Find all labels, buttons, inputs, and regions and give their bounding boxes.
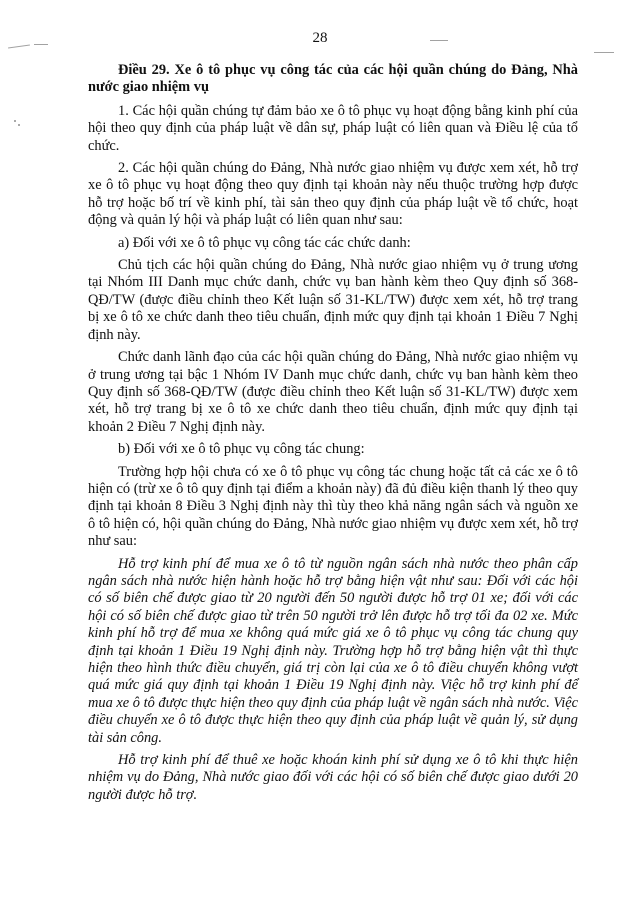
- scan-mark: [14, 120, 16, 122]
- scan-mark: [594, 52, 614, 53]
- support-purchase-paragraph: Hỗ trợ kinh phí để mua xe ô tô từ nguồn ngân sách nhà nước theo phân cấp ngân sách nhà nước hiện hành hoặc hỗ trợ bằng hiện vật như sau: Đối với các hội có số biên chế được giao từ 20 người đến 50 người được hỗ trợ 01 xe; đối với các hội có số biên chế được giao từ trên 50 người trở lên được hỗ trợ tối đa 02 xe. Mức kinh phí hỗ trợ để mua xe không quá mức giá xe ô tô phục vụ công tác chung quy định tại khoản 1 Điều 19 Nghị định này. Trường hợp hỗ trợ bằng hiện vật thì thực hiện theo hình thức điều chuyển, giá trị còn lại của xe ô tô điều chuyển không vượt quá mức giá quy định tại khoản 1 Điều 19 Nghị định này. Việc hỗ trợ kinh phí để mua xe ô tô được thực hiện theo quy định của pháp luật về ngân sách nhà nước. Việc điều chuyển xe ô tô được thực hiện theo quy định của pháp luật về quản lý, sử dụng tài sản công.: [88, 555, 578, 746]
- point-a: a) Đối với xe ô tô phục vụ công tác các chức danh:: [118, 234, 411, 251]
- page-number: 28: [312, 30, 328, 46]
- point-b: b) Đối với xe ô tô phục vụ công tác chung:: [118, 441, 365, 458]
- point-a-leadership: Chức danh lãnh đạo của các hội quần chúng do Đảng, Nhà nước giao nhiệm vụ ở trung ương tại bậc 1 Nhóm IV Danh mục chức danh, chức vụ ban hành kèm theo Quy định số 368-QĐ/TW (được điều chỉnh theo Kết luận số 31-KL/TW) được xem xét, hỗ trợ trang bị xe ô tô xe chức danh theo tiêu chuẩn, định mức quy định tại khoản 2 Điều 7 Nghị định này.: [88, 349, 578, 435]
- article-heading: Điều 29. Xe ô tô phục vụ công tác của các hội quần chúng do Đảng, Nhà nước giao nhiệm vụ: [88, 62, 578, 96]
- point-b-condition: Trường hợp hội chưa có xe ô tô phục vụ công tác chung hoặc tất cả các xe ô tô hiện có (trừ xe ô tô quy định tại điểm a khoản này) đã đủ điều kiện thanh lý theo quy định tại khoản 8 Điều 3 Nghị định này thì tùy theo khả năng ngân sách và nguồn xe ô tô hiện có, hội quần chúng do Đảng, Nhà nước giao nhiệm vụ được xem xét, hỗ trợ như sau:: [88, 463, 578, 550]
- clause-2: 2. Các hội quần chúng do Đảng, Nhà nước giao nhiệm vụ được xem xét, hỗ trợ xe ô tô phục vụ hoạt động theo quy định tại khoản này nếu thuộc trường hợp được hỗ trợ hoặc bố trí về kinh phí, tài sản theo quy định của pháp luật về tổ chức, hoạt động và quản lý hội và pháp luật có liên quan như sau:: [88, 160, 578, 229]
- point-a-chairman: Chủ tịch các hội quần chúng do Đảng, Nhà nước giao nhiệm vụ ở trung ương tại Nhóm III Danh mục chức danh, chức vụ ban hành kèm theo Quy định số 368-QĐ/TW (được điều chỉnh theo Kết luận số 31-KL/TW) được xem xét, hỗ trợ trang bị xe ô tô xe chức danh theo tiêu chuẩn, định mức quy định tại khoản 1 Điều 7 Nghị định này.: [88, 257, 578, 343]
- support-rental-paragraph: Hỗ trợ kinh phí để thuê xe hoặc khoán kinh phí sử dụng xe ô tô khi thực hiện nhiệm vụ do Đảng, Nhà nước giao đối với các hội có số biên chế được giao dưới 20 người được hỗ trợ.: [88, 752, 578, 803]
- scan-mark: [18, 124, 20, 126]
- clause-1: 1. Các hội quần chúng tự đảm bảo xe ô tô phục vụ hoạt động bằng kinh phí của hội theo quy định của pháp luật về dân sự, pháp luật có liên quan và Điều lệ của tổ chức.: [88, 102, 578, 154]
- article-body: [88, 62, 578, 809]
